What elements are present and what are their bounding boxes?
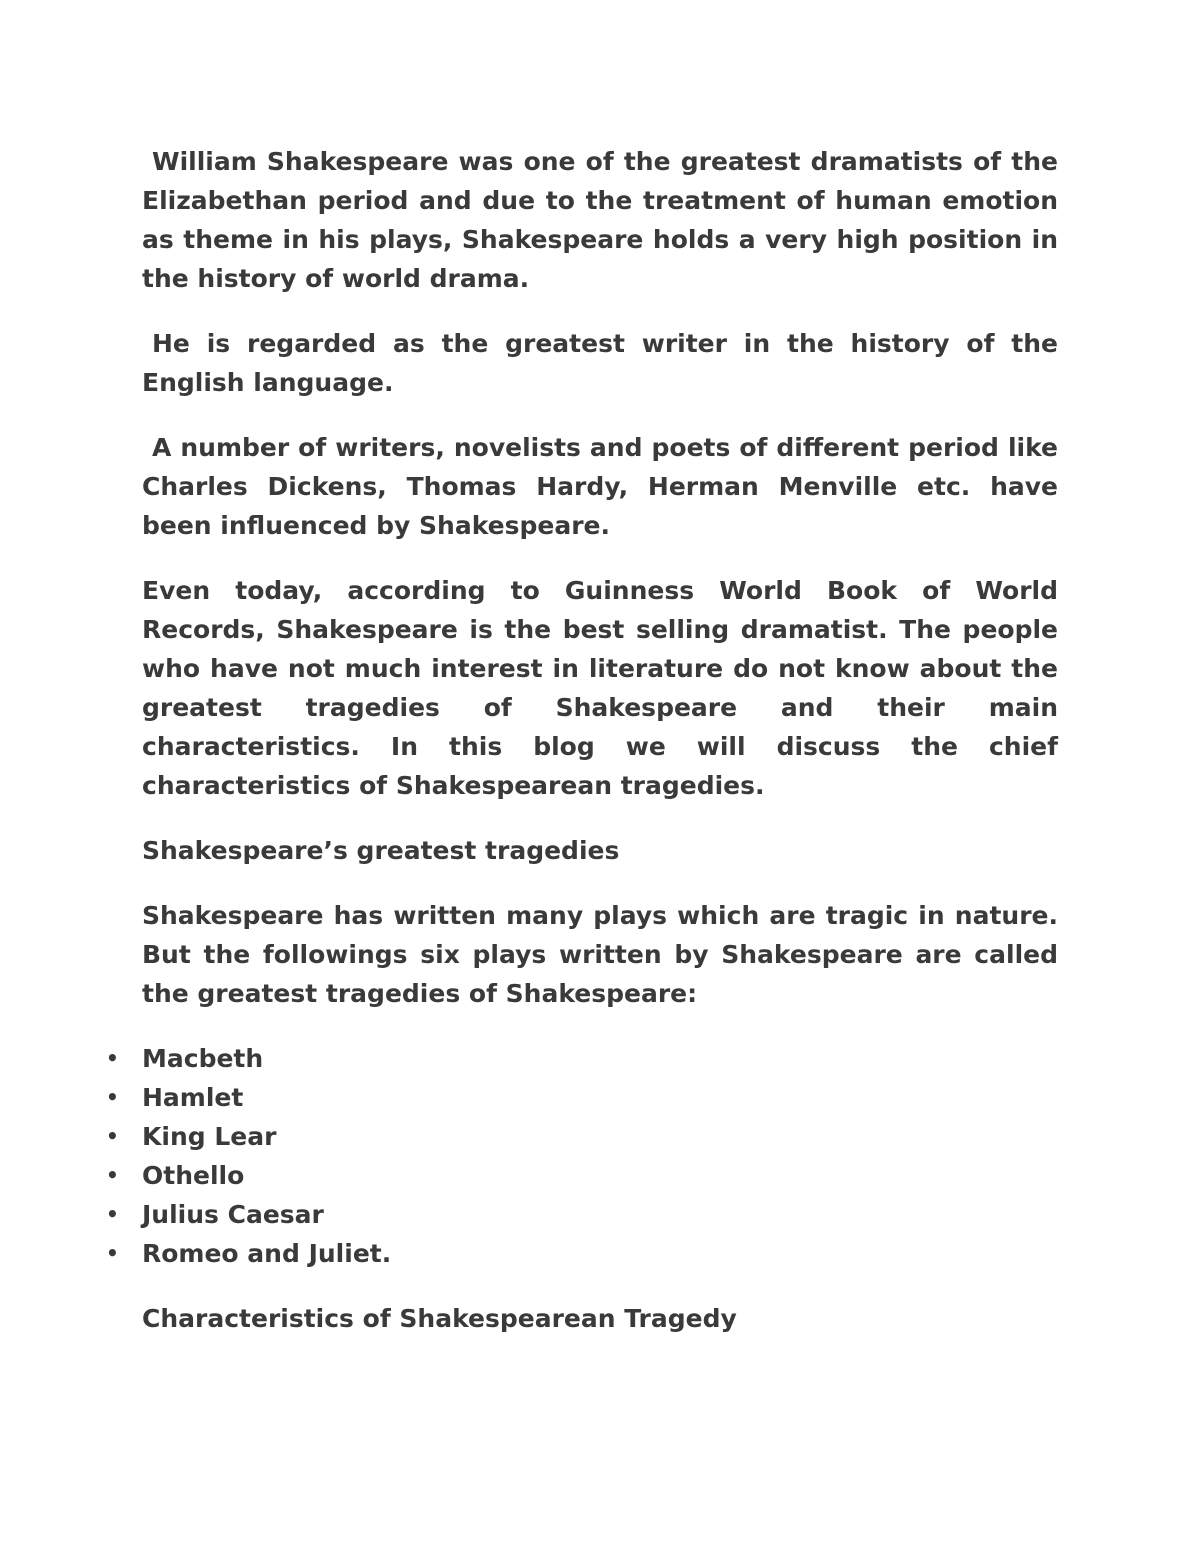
bullet-icon: • [106,1163,119,1187]
tragedies-list [106,1039,1058,1273]
list-item-label: Othello [142,1161,245,1190]
list-item-label: Julius Caesar [142,1200,324,1229]
bullet-icon: • [106,1241,119,1265]
bullet-icon: • [106,1085,119,1109]
heading-characteristics: Characteristics of Shakespearean Tragedy [142,1304,737,1333]
bullet-icon: • [106,1124,119,1148]
tragedies-paragraph: Shakespeare has written many plays which are tragic in nature. But the followings six plays written by Shakespeare are called the greatest tragedies of Shakespeare: [142,901,1058,1008]
list-item-label: Hamlet [142,1083,244,1112]
list-item [106,1195,1058,1234]
document-body [106,142,1058,1364]
list-item [106,1039,1058,1078]
heading-greatest-tragedies: Shakespeare’s greatest tragedies [142,836,620,865]
list-item-label: Romeo and Juliet. [142,1239,392,1268]
list-item-label: Macbeth [142,1044,264,1073]
bullet-icon: • [106,1046,119,1070]
list-item [106,1078,1058,1117]
bullet-icon: • [106,1202,119,1226]
intro-paragraph-3: A number of writers, novelists and poets of different period like Charles Dickens, Thomas Hardy, Herman Menville etc. have been influenced by Shakespeare. [142,433,1058,540]
intro-paragraph-2: He is regarded as the greatest writer in the history of the English language. [142,329,1058,397]
intro-paragraph-1: William Shakespeare was one of the greatest dramatists of the Elizabethan period and due to the treatment of human emotion as theme in his plays, Shakespeare holds a very high position in the history of world drama. [142,147,1058,293]
list-item-label: King Lear [142,1122,277,1151]
list-item [106,1117,1058,1156]
list-item [106,1234,1058,1273]
list-item [106,1156,1058,1195]
intro-paragraph-4: Even today, according to Guinness World Book of World Records, Shakespeare is the best selling dramatist. The people who have not much interest in literature do not know about the greatest tragedies of Shakespeare and their main characteristics. In this blog we will discuss the chief characteristics of Shakespearean tragedies. [142,576,1058,800]
